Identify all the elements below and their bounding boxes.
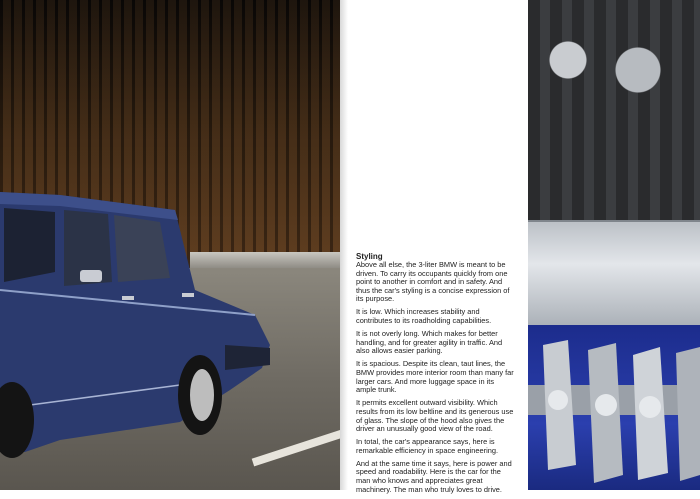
article-paragraph-3: It is not overly long. Which makes for better handling, and for greater agility in traffic. And also allows easier parking. — [356, 329, 503, 356]
article-paragraph-7: And at the same time it says, here is power and speed and roadability. Here is the car for the man who knows and appreciates great machinery. The man who truly loves to drive. — [356, 458, 512, 494]
article-paragraph-5: It permits excellent outward visibility. Which results from its low beltline and its generous use of glass. The slope of the hood also gives the driver an unusually good view of the road. — [356, 398, 514, 434]
article-paragraph-6: In total, the car's appearance says, here is remarkable efficiency in space engineering. — [356, 437, 499, 455]
crankshaft-photo — [528, 325, 700, 490]
car-photo — [0, 0, 340, 490]
oil-pan-photo — [528, 220, 700, 327]
car-illustration — [0, 190, 275, 460]
article-paragraph-1: Above all else, the 3-liter BMW is meant to be driven. To carry its occupants quickly from one point to another in comfort and in safety. And thus the car's styling is a concise expression of its purpose. — [356, 260, 510, 304]
article-heading: Styling — [356, 252, 383, 261]
article-paragraph-4: It is spacious. Despite its clean, taut lines, the BMW provides more interior room than many far larger cars. And more luggage space in its ample trunk. — [356, 359, 514, 395]
engine-photos — [528, 0, 700, 490]
crankshaft-illustration — [528, 325, 700, 490]
page-gutter — [340, 0, 348, 490]
engine-bay-photo — [528, 0, 700, 230]
article-text — [356, 252, 516, 499]
article-paragraph-2: It is low. Which increases stability and contributes to its roadholding capabilities. — [356, 307, 492, 326]
